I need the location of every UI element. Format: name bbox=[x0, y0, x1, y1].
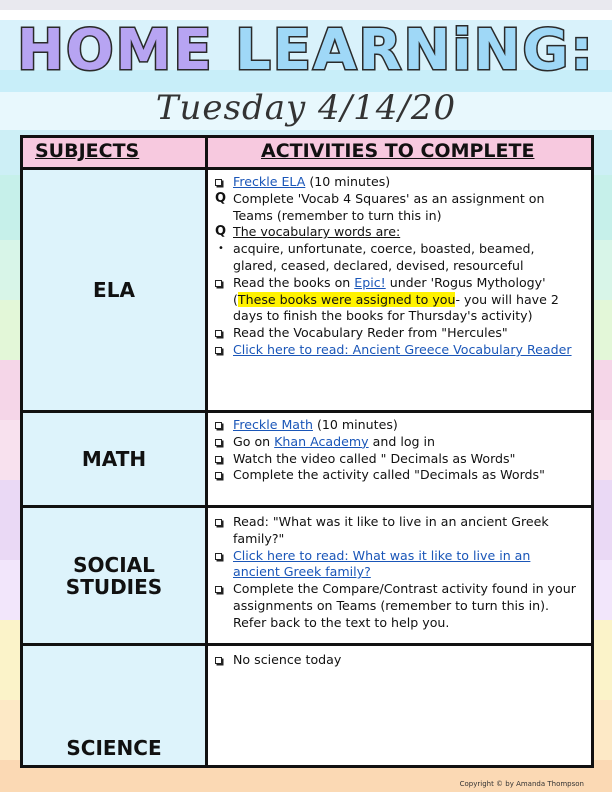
subject-math: MATH bbox=[23, 413, 205, 505]
page-subtitle-date: Tuesday 4/14/20 bbox=[155, 88, 457, 128]
list-item: Read the books on Epic! under 'Rogus Mythology' (These books were assigned to you- you will have 2 days to finish the books for Thursday's activity) bbox=[213, 275, 581, 325]
table-row-science bbox=[23, 646, 591, 765]
table-row-social-studies bbox=[23, 508, 591, 646]
q-bullet-icon: Q bbox=[215, 224, 227, 240]
greek-family-link[interactable]: Click here to read: What was it like to live in an ancient Greek family? bbox=[233, 547, 531, 580]
epic-link[interactable]: Epic! bbox=[354, 274, 386, 290]
list-item: Q Complete 'Vocab 4 Squares' as an assignment on Teams (remember to turn this in) bbox=[215, 190, 545, 223]
checkbox-icon bbox=[215, 514, 229, 531]
dot-bullet-icon: • bbox=[218, 243, 224, 255]
checkbox-icon bbox=[215, 417, 229, 434]
checkbox-icon bbox=[215, 451, 229, 468]
list-item bbox=[213, 548, 581, 582]
page-title bbox=[0, 18, 612, 83]
checkbox-icon bbox=[215, 581, 229, 598]
freckle-math-link[interactable]: Freckle Math bbox=[233, 417, 313, 432]
subject-science: SCIENCE bbox=[23, 646, 205, 765]
checkbox-icon bbox=[215, 467, 229, 484]
list-item: Watch the video called " Decimals as Words" bbox=[213, 451, 581, 468]
column-divider bbox=[205, 138, 208, 765]
checkbox-icon bbox=[215, 325, 229, 342]
list-item: Freckle ELA (10 minutes) bbox=[213, 174, 581, 191]
activities-science bbox=[213, 652, 581, 669]
list-item bbox=[213, 342, 581, 359]
subjects-header: SUBJECTS bbox=[35, 140, 140, 162]
checkbox-icon bbox=[215, 548, 229, 565]
table-header-row bbox=[23, 138, 591, 170]
title-word-learning: LEARNiNG: bbox=[235, 18, 595, 83]
copyright-footer: Copyright © by Amanda Thompson bbox=[459, 780, 584, 788]
freckle-ela-link[interactable]: Freckle ELA bbox=[233, 174, 306, 189]
list-item: Read: "What was it like to live in an ancient Greek family?" bbox=[213, 514, 581, 548]
checkbox-icon bbox=[215, 434, 229, 451]
list-item: No science today bbox=[213, 652, 581, 669]
activities-math bbox=[213, 417, 581, 484]
checkbox-icon bbox=[215, 174, 229, 191]
vocabulary-reader-link[interactable]: Click here to read: Ancient Greece Vocabulary Reader bbox=[233, 341, 572, 357]
subject-social-studies: SOCIAL STUDIES bbox=[23, 508, 205, 643]
list-item: Read the Vocabulary Reder from "Hercules" bbox=[213, 325, 581, 342]
list-item: Q The vocabulary words are: bbox=[215, 224, 401, 240]
activities-ela bbox=[213, 174, 581, 359]
list-item: Go on Khan Academy and log in bbox=[213, 434, 581, 451]
khan-academy-link[interactable]: Khan Academy bbox=[274, 433, 369, 449]
table-row-ela bbox=[23, 170, 591, 413]
title-word-home: HOME bbox=[17, 18, 214, 83]
schedule-table bbox=[20, 135, 594, 768]
list-item: • acquire, unfortunate, coerce, boasted, beamed, glared, ceased, declared, devised, resourceful bbox=[213, 241, 581, 275]
q-bullet-icon: Q bbox=[215, 190, 227, 206]
checkbox-icon bbox=[215, 342, 229, 359]
list-item: Complete the Compare/Contrast activity found in your assignments on Teams (remember to turn this in). Refer back to the text to help you. bbox=[213, 581, 581, 631]
activities-social-studies bbox=[213, 514, 581, 632]
subject-ela: ELA bbox=[23, 170, 205, 410]
table-row-math bbox=[23, 413, 591, 508]
list-item: Complete the activity called "Decimals as Words" bbox=[213, 467, 581, 484]
activities-header: ACTIVITIES TO COMPLETE bbox=[261, 140, 535, 162]
list-item: Freckle Math (10 minutes) bbox=[213, 417, 581, 434]
checkbox-icon bbox=[215, 652, 229, 669]
checkbox-icon bbox=[215, 275, 229, 292]
highlighted-text: These books were assigned to you bbox=[237, 291, 456, 307]
